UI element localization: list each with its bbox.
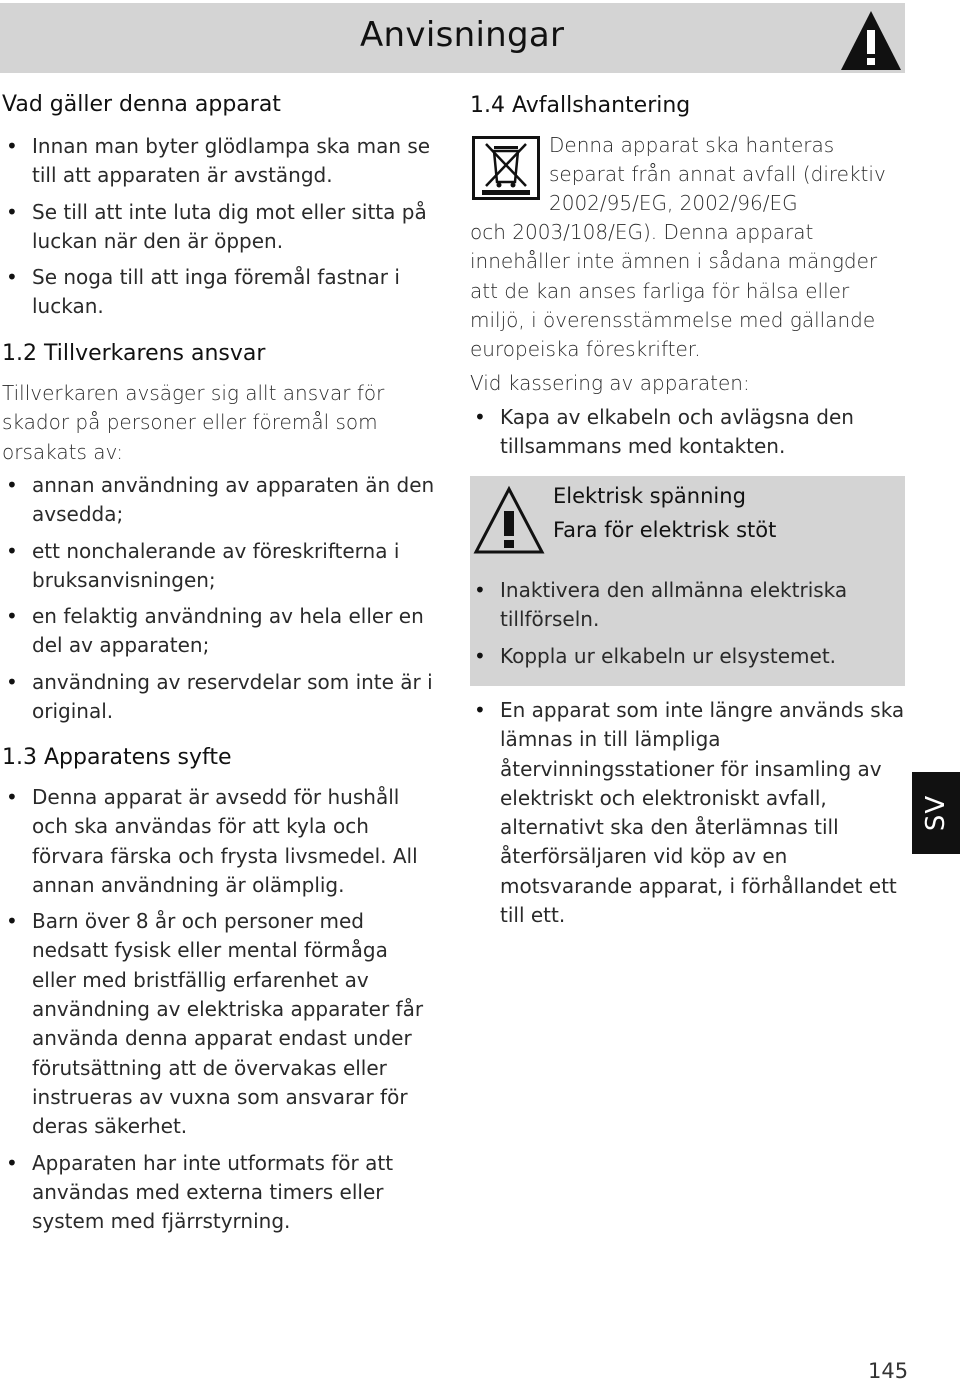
list-item: • Inaktivera den allmänna elektriska tillförseln. [470,576,900,635]
s14-line-1: Denna apparat ska hanteras [549,133,835,157]
warning-triangle-icon [838,8,904,72]
s12-intro: Tillverkaren avsäger sig allt ansvar för skador på personer eller föremål som orsakats av: [2,381,385,464]
list-item: • Kapa av elkabeln och avlägsna den tillsammans med kontakten. [470,403,905,462]
list-item: • Koppla ur elkabeln ur elsystemet. [470,642,900,671]
electric-warning-box [470,476,905,686]
s13-heading: 1.3 Apparatens syfte [2,745,232,770]
s12-bullet-list [2,471,438,726]
list-item: • en felaktig användning av hela eller en del av apparaten; [2,602,438,661]
list-item: • Se noga till att inga föremål fastnar i luckan. [2,263,438,322]
disposal-bullet-list [470,403,905,462]
list-item: • Denna apparat är avsedd för hushåll och ska användas för att kyla och förvara färska och frysta livsmedel. All annan användning är olämplig. [2,783,438,900]
list-item: • Apparaten har inte utformats för att användas med externa timers eller system med fjärrstyrning. [2,1149,438,1237]
electric-warning-icon [473,484,545,556]
list-item: • ett nonchalerande av föreskrifterna i bruksanvisningen; [2,537,438,596]
section-heading: Vad gäller denna apparat [2,92,281,117]
language-tab-label: SV [921,794,951,832]
page-title: Anvisningar [360,15,565,55]
s14-text: och 2003/108/EG). Denna apparat innehåller inte ämnen i sådana mängder att de kan anses farliga för hälsa eller miljö, i överensstämmelse med gällande europeiska föreskrifter. [470,220,878,362]
list-item: • Innan man byter glödlampa ska man se till att apparaten är avstängd. [2,132,438,191]
list-item: • användning av reservdelar som inte är i original. [2,668,438,727]
crossed-bin-icon [472,136,540,200]
page-number: 145 [868,1359,909,1383]
s13-bullet-list [2,783,438,1236]
s12-heading: 1.2 Tillverkarens ansvar [2,341,266,366]
final-bullet-list [470,696,905,930]
list-item: • En apparat som inte längre används ska lämnas in till lämpliga återvinningsstationer för insamling av elektriskt och elektroniskt avfall, alternativt ska den återlämnas till återförsäljaren vid köp av en motsvarande apparat, i förhållandet ett till ett. [470,696,905,930]
warning-bullet-list [470,576,900,671]
language-tab [912,772,960,854]
page-header [0,3,905,73]
section-bullet-list [2,132,438,322]
s14-line-3: 2002/95/EG, 2002/96/EG [549,191,798,215]
disposal-intro: Vid kassering av apparaten: [470,371,750,395]
s14-heading: 1.4 Avfallshantering [470,93,691,118]
s14-line-2: separat från annat avfall (direktiv [549,162,886,186]
warning-title: Elektrisk spänning [553,484,746,508]
list-item: • Barn över 8 år och personer med nedsatt fysisk eller mental förmåga eller med bristfällig erfarenhet av användning av elektriska apparater får använda denna apparat endast under förutsättning att de övervakas eller instrueras av vuxna som ansvarar för deras säkerhet. [2,907,438,1141]
list-item: • annan användning av apparaten än den avsedda; [2,471,438,530]
list-item: • Se till att inte luta dig mot eller sitta på luckan när den är öppen. [2,198,438,257]
warning-subtitle: Fara för elektrisk stöt [553,518,777,542]
